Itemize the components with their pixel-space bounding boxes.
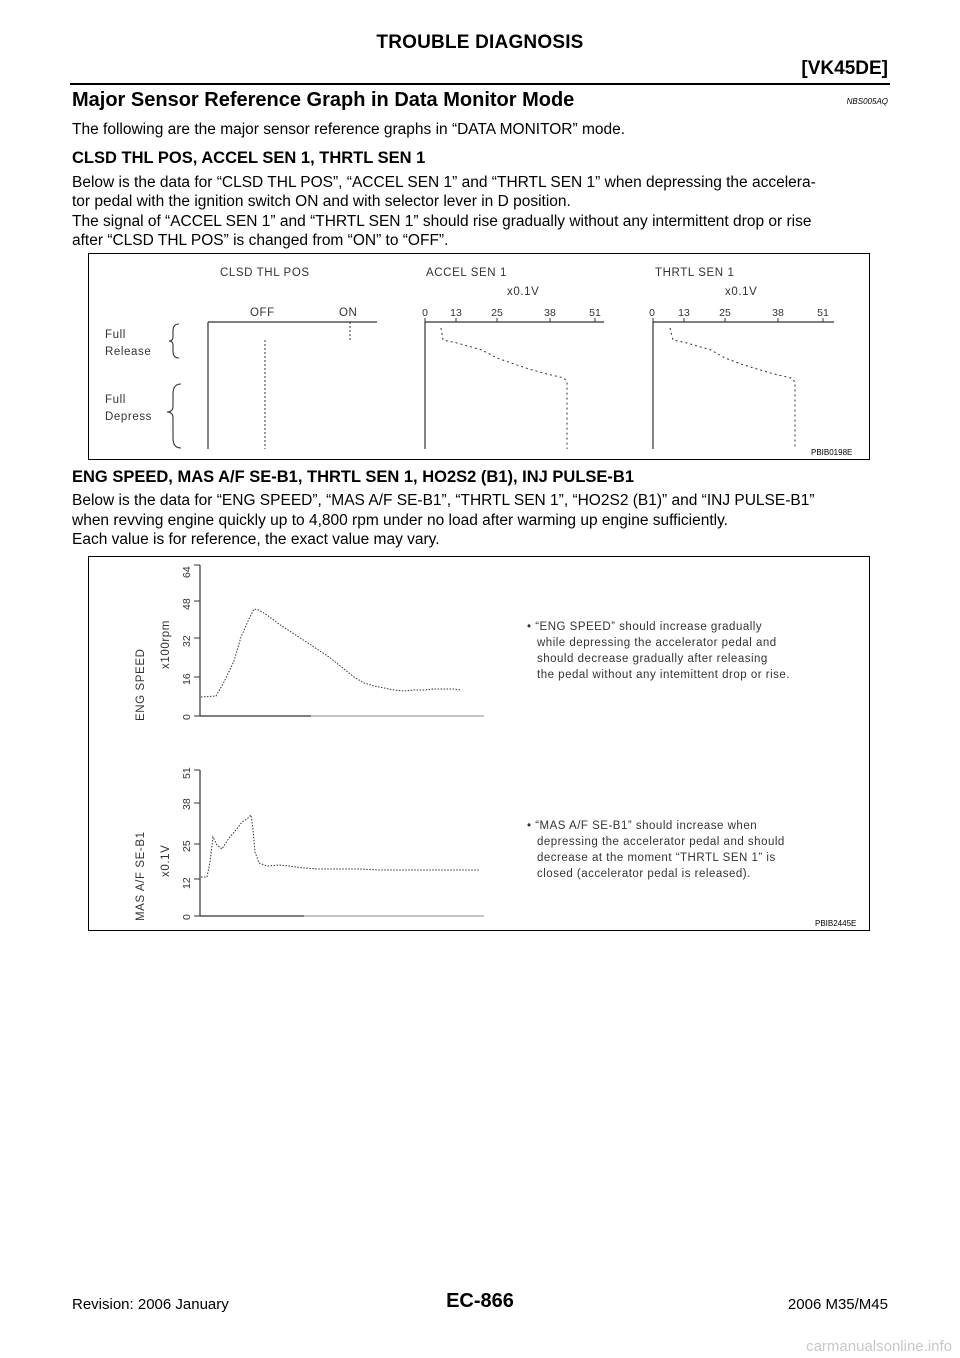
intro-paragraph: The following are the major sensor reference graphs in “DATA MONITOR” mode. (72, 121, 626, 138)
accel-tick-25: 25 (491, 307, 503, 319)
full-depress-label-2: Depress (105, 411, 153, 423)
maf-tick-25: 25 (181, 840, 193, 852)
eng-note-line3: should decrease gradually after releasing (537, 653, 768, 665)
engine-model-label: [VK45DE] (801, 58, 888, 79)
thrtl-trace (670, 328, 795, 449)
maf-trace (201, 815, 479, 877)
sub1-para2-line1: The signal of “ACCEL SEN 1” and “THRTL SEN 1” should rise gradually without any intermittent drop or rise (72, 213, 812, 230)
header-divider (70, 83, 890, 85)
section-title: Major Sensor Reference Graph in Data Monitor Mode (72, 89, 575, 111)
eng-tick-64: 64 (181, 566, 193, 578)
accel-tick-0: 0 (422, 307, 428, 319)
full-release-label-2: Release (105, 346, 152, 358)
accel-unit-label: x0.1V (507, 286, 540, 298)
subsection-2-heading: ENG SPEED, MAS A/F SE-B1, THRTL SEN 1, HO2S2 (B1), INJ PULSE-B1 (72, 468, 635, 486)
eng-y-ticks (194, 565, 200, 716)
accel-tick-38: 38 (544, 307, 556, 319)
on-label: ON (339, 307, 358, 319)
sub2-line1: Below is the data for “ENG SPEED”, “MAS A/F SE-B1”, “THRTL SEN 1”, “HO2S2 (B1)” and “INJ PULSE-B1” (72, 492, 815, 509)
thrtl-tick-0: 0 (649, 307, 655, 319)
sub2-line3: Each value is for reference, the exact value may vary. (72, 531, 440, 548)
thrtl-sen1-title: THRTL SEN 1 (655, 267, 735, 279)
maf-note-line3: decrease at the moment “THRTL SEN 1” is (537, 852, 776, 864)
maf-tick-38: 38 (181, 798, 193, 810)
watermark: carmanualsonline.info (806, 1338, 952, 1355)
footer-page-number: EC-866 (446, 1290, 514, 1312)
figure2-id: PBIB2445E (815, 919, 857, 928)
sub1-para1-line2: tor pedal with the ignition switch ON and with selector lever in D position. (72, 193, 571, 210)
accel-sen1-title: ACCEL SEN 1 (426, 267, 507, 279)
eng-tick-48: 48 (181, 598, 193, 610)
off-label: OFF (250, 307, 275, 319)
maf-note-line1: • “MAS A/F SE-B1” should increase when (527, 820, 758, 832)
eng-speed-unit: x100rpm (160, 620, 172, 669)
eng-note-line2: while depressing the accelerator pedal and (537, 637, 777, 649)
thrtl-unit-label: x0.1V (725, 286, 758, 298)
maf-tick-0: 0 (181, 914, 193, 920)
maf-tick-51: 51 (181, 767, 193, 779)
eng-note-line4: the pedal without any intemittent drop or rise. (537, 669, 790, 681)
footer-revision: Revision: 2006 January (72, 1296, 229, 1313)
maf-tick-12: 12 (181, 877, 193, 889)
eng-speed-trace (201, 609, 461, 697)
sub1-para1-line1: Below is the data for “CLSD THL POS”, “ACCEL SEN 1” and “THRTL SEN 1” when depressing the accelera- (72, 174, 816, 191)
maf-y-ticks (194, 770, 200, 916)
clsd-thl-pos-title: CLSD THL POS (220, 267, 310, 279)
thrtl-tick-13: 13 (678, 307, 690, 319)
full-depress-label-1: Full (105, 394, 126, 406)
thrtl-tick-38: 38 (772, 307, 784, 319)
full-release-label-1: Full (105, 329, 126, 341)
figure1-id: PBIB0198E (811, 448, 853, 457)
figure-pbib2445e (88, 556, 870, 931)
full-depress-brace (167, 384, 181, 448)
section-code: NBS005AQ (846, 97, 888, 106)
thrtl-tick-25: 25 (719, 307, 731, 319)
eng-tick-32: 32 (181, 635, 193, 647)
maf-note-line4: closed (accelerator pedal is released). (537, 868, 751, 880)
eng-tick-0: 0 (181, 714, 193, 720)
maf-note-line2: depressing the accelerator pedal and should (537, 836, 785, 848)
accel-tick-51: 51 (589, 307, 601, 319)
maf-unit: x0.1V (160, 844, 172, 877)
page-header-title: TROUBLE DIAGNOSIS (376, 32, 584, 53)
accel-trace (441, 328, 567, 449)
thrtl-tick-51: 51 (817, 307, 829, 319)
subsection-1-heading: CLSD THL POS, ACCEL SEN 1, THRTL SEN 1 (72, 149, 426, 167)
accel-tick-13: 13 (450, 307, 462, 319)
maf-axis-label: MAS A/F SE-B1 (135, 831, 147, 921)
eng-speed-axis-label: ENG SPEED (135, 648, 147, 721)
eng-note-line1: • “ENG SPEED” should increase gradually (527, 621, 763, 633)
eng-tick-16: 16 (181, 673, 193, 685)
figure-pbib0198e (88, 253, 870, 460)
full-release-brace (169, 324, 179, 358)
sub1-para2-line2: after “CLSD THL POS” is changed from “ON” to “OFF”. (72, 232, 449, 249)
footer-model: 2006 M35/M45 (787, 1296, 888, 1313)
sub2-line2: when revving engine quickly up to 4,800 rpm under no load after warming up engine sufficiently. (72, 512, 728, 529)
